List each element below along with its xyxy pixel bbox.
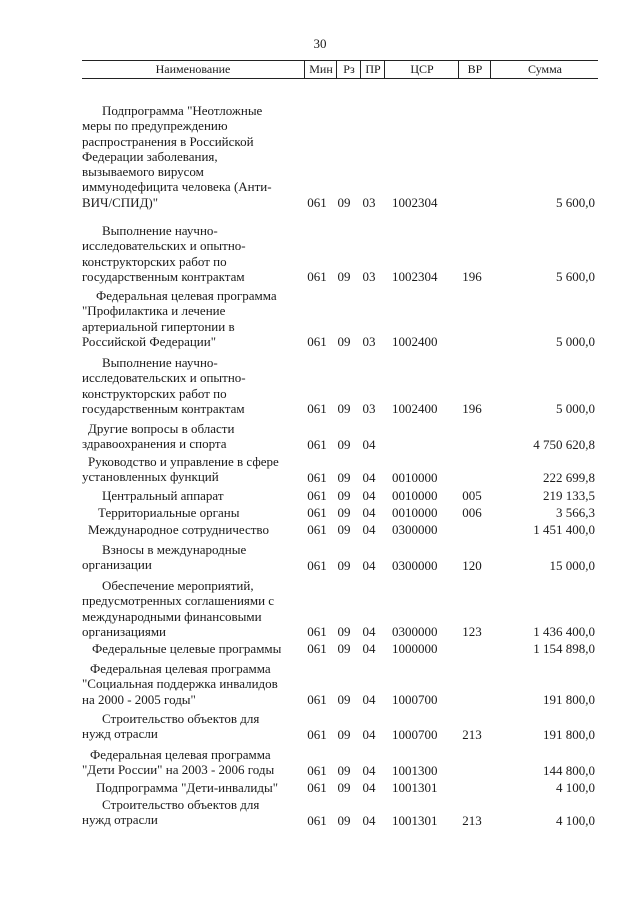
cell-csr: 0010000 xyxy=(392,488,438,504)
row-name-line: вызываемого вирусом xyxy=(82,164,204,180)
cell-rz: 09 xyxy=(337,401,351,417)
row-name-line: конструкторских работ по xyxy=(82,385,227,401)
table-row xyxy=(0,780,640,795)
row-name-line: Выполнение научно- xyxy=(102,355,218,370)
cell-min: 061 xyxy=(307,436,327,452)
row-name xyxy=(82,797,300,828)
cell-rz: 09 xyxy=(337,195,351,211)
row-name xyxy=(82,641,300,656)
row-name xyxy=(82,103,300,210)
cell-sum: 144 800,0 xyxy=(543,762,595,778)
cell-sum: 222 699,8 xyxy=(543,469,595,485)
row-name-line: ВИЧ/СПИД)" xyxy=(82,194,159,210)
cell-sum: 3 566,3 xyxy=(556,505,595,521)
cell-vr: 196 xyxy=(462,269,482,285)
cell-min: 061 xyxy=(307,641,327,657)
row-name-line: Обеспечение мероприятий, xyxy=(102,578,254,593)
table-row xyxy=(0,355,640,416)
cell-rz: 09 xyxy=(337,522,351,538)
header-sum: Сумма xyxy=(490,61,599,78)
cell-pr: 04 xyxy=(362,469,376,485)
cell-sum: 1 451 400,0 xyxy=(533,522,595,538)
cell-rz: 09 xyxy=(337,505,351,521)
cell-min: 061 xyxy=(307,488,327,504)
cell-rz: 09 xyxy=(337,624,351,640)
cell-min: 061 xyxy=(307,269,327,285)
row-name-line: государственным контрактам xyxy=(82,268,245,284)
row-name-line: предусмотренных соглашениями с xyxy=(82,593,275,609)
row-name-line: нужд отрасли xyxy=(82,726,158,742)
row-name xyxy=(82,223,300,284)
row-name-line: "Социальная поддержка инвалидов xyxy=(82,676,278,692)
cell-min: 061 xyxy=(307,334,327,350)
row-name-line: на 2000 - 2005 годы" xyxy=(82,691,196,707)
cell-vr: 213 xyxy=(462,726,482,742)
cell-min: 061 xyxy=(307,691,327,707)
cell-rz: 09 xyxy=(337,488,351,504)
cell-pr: 04 xyxy=(362,762,376,778)
cell-csr: 1002304 xyxy=(392,269,438,285)
cell-vr: 120 xyxy=(462,557,482,573)
cell-pr: 03 xyxy=(362,195,376,211)
cell-vr: 123 xyxy=(462,624,482,640)
cell-pr: 04 xyxy=(362,624,376,640)
cell-sum: 191 800,0 xyxy=(543,726,595,742)
table-row xyxy=(0,542,640,573)
row-name-line: Строительство объектов для xyxy=(102,711,260,726)
cell-sum: 4 750 620,8 xyxy=(533,436,595,452)
table-row xyxy=(0,711,640,742)
row-name xyxy=(82,661,300,707)
table-row xyxy=(0,661,640,707)
row-name xyxy=(82,780,300,795)
cell-sum: 4 100,0 xyxy=(556,780,595,796)
cell-csr: 1000000 xyxy=(392,641,438,657)
table-row xyxy=(0,288,640,349)
header-rz: Рз xyxy=(336,61,361,78)
row-name-line: Территориальные органы xyxy=(98,505,240,520)
cell-min: 061 xyxy=(307,195,327,211)
table-row xyxy=(0,421,640,452)
cell-csr: 1002304 xyxy=(392,195,438,211)
cell-min: 061 xyxy=(307,812,327,828)
cell-csr: 0300000 xyxy=(392,624,438,640)
row-name xyxy=(82,542,300,573)
row-name-line: Подпрограмма "Дети-инвалиды" xyxy=(96,780,279,795)
cell-vr: 005 xyxy=(462,488,482,504)
cell-sum: 4 100,0 xyxy=(556,812,595,828)
cell-rz: 09 xyxy=(337,780,351,796)
cell-sum: 1 436 400,0 xyxy=(533,624,595,640)
cell-rz: 09 xyxy=(337,812,351,828)
table-row xyxy=(0,747,640,778)
cell-pr: 03 xyxy=(362,334,376,350)
row-name xyxy=(82,578,300,639)
row-name xyxy=(82,522,300,537)
table-row xyxy=(0,488,640,503)
row-name-line: Российской Федерации" xyxy=(82,333,217,349)
cell-pr: 04 xyxy=(362,641,376,657)
cell-vr: 213 xyxy=(462,812,482,828)
row-name-line: Федерации заболевания, xyxy=(82,148,218,164)
cell-csr: 1001301 xyxy=(392,812,438,828)
row-name-line: Международное сотрудничество xyxy=(88,522,269,537)
table-row xyxy=(0,103,640,210)
row-name-line: Строительство объектов для xyxy=(102,797,260,812)
cell-pr: 04 xyxy=(362,557,376,573)
cell-min: 061 xyxy=(307,624,327,640)
cell-sum: 15 000,0 xyxy=(549,557,595,573)
row-name-line: организации xyxy=(82,557,152,573)
cell-csr: 1000700 xyxy=(392,691,438,707)
cell-csr: 1002400 xyxy=(392,401,438,417)
row-name xyxy=(82,454,300,485)
cell-csr: 1000700 xyxy=(392,726,438,742)
cell-pr: 04 xyxy=(362,780,376,796)
cell-sum: 5 000,0 xyxy=(556,334,595,350)
row-name xyxy=(82,355,300,416)
cell-min: 061 xyxy=(307,780,327,796)
header-csr: ЦСР xyxy=(384,61,459,78)
cell-rz: 09 xyxy=(337,691,351,707)
cell-min: 061 xyxy=(307,401,327,417)
row-name-line: Выполнение научно- xyxy=(102,223,218,238)
cell-min: 061 xyxy=(307,469,327,485)
row-name-line: исследовательских и опытно- xyxy=(82,238,246,254)
cell-pr: 04 xyxy=(362,726,376,742)
cell-pr: 04 xyxy=(362,812,376,828)
cell-rz: 09 xyxy=(337,726,351,742)
table-row xyxy=(0,454,640,485)
row-name xyxy=(82,747,300,778)
row-name-line: "Дети России" на 2003 - 2006 годы xyxy=(82,762,275,778)
row-name xyxy=(82,711,300,742)
row-name-line: установленных функций xyxy=(82,469,219,485)
row-name-line: распространения в Российской xyxy=(82,133,254,149)
cell-vr: 006 xyxy=(462,505,482,521)
cell-sum: 1 154 898,0 xyxy=(533,641,595,657)
row-name-line: "Профилактика и лечение xyxy=(82,303,226,319)
page-number: 30 xyxy=(313,36,327,51)
cell-min: 061 xyxy=(307,522,327,538)
cell-vr: 196 xyxy=(462,401,482,417)
cell-min: 061 xyxy=(307,505,327,521)
cell-pr: 04 xyxy=(362,436,376,452)
cell-pr: 04 xyxy=(362,488,376,504)
cell-rz: 09 xyxy=(337,269,351,285)
cell-rz: 09 xyxy=(337,334,351,350)
row-name-line: государственным контрактам xyxy=(82,400,245,416)
row-name xyxy=(82,288,300,349)
table-row xyxy=(0,505,640,520)
cell-sum: 5 000,0 xyxy=(556,401,595,417)
cell-sum: 5 600,0 xyxy=(556,195,595,211)
row-name-line: организациями xyxy=(82,623,166,639)
table-row xyxy=(0,578,640,639)
cell-min: 061 xyxy=(307,557,327,573)
table-row xyxy=(0,223,640,284)
cell-csr: 0300000 xyxy=(392,557,438,573)
cell-pr: 03 xyxy=(362,269,376,285)
row-name-line: меры по предупреждению xyxy=(82,118,228,134)
cell-pr: 04 xyxy=(362,522,376,538)
cell-sum: 191 800,0 xyxy=(543,691,595,707)
row-name xyxy=(82,421,300,452)
cell-csr: 1001301 xyxy=(392,780,438,796)
table-row xyxy=(0,641,640,656)
cell-sum: 219 133,5 xyxy=(543,488,595,504)
cell-csr: 1001300 xyxy=(392,762,438,778)
cell-rz: 09 xyxy=(337,641,351,657)
cell-min: 061 xyxy=(307,726,327,742)
header-vr: ВР xyxy=(458,61,491,78)
cell-min: 061 xyxy=(307,762,327,778)
row-name-line: иммунодефицита человека (Анти- xyxy=(82,179,272,195)
cell-pr: 04 xyxy=(362,505,376,521)
cell-csr: 0010000 xyxy=(392,469,438,485)
cell-sum: 5 600,0 xyxy=(556,269,595,285)
row-name-line: Федеральная целевая программа xyxy=(90,661,271,676)
row-name-line: Руководство и управление в сфере xyxy=(88,454,279,469)
cell-rz: 09 xyxy=(337,469,351,485)
row-name-line: Другие вопросы в области xyxy=(88,421,235,436)
cell-pr: 04 xyxy=(362,691,376,707)
row-name-line: нужд отрасли xyxy=(82,812,158,828)
row-name xyxy=(82,505,300,520)
row-name-line: Федеральные целевые программы xyxy=(92,641,282,656)
header-pr: ПР xyxy=(360,61,385,78)
cell-rz: 09 xyxy=(337,436,351,452)
row-name-line: исследовательских и опытно- xyxy=(82,370,246,386)
row-name-line: Федеральная целевая программа xyxy=(96,288,277,303)
row-name-line: Центральный аппарат xyxy=(102,488,224,503)
table-row xyxy=(0,522,640,537)
row-name-line: Федеральная целевая программа xyxy=(90,747,271,762)
row-name-line: здравоохранения и спорта xyxy=(82,436,227,452)
header-name: Наименование xyxy=(155,62,231,76)
row-name-line: конструкторских работ по xyxy=(82,253,227,269)
cell-csr: 0010000 xyxy=(392,505,438,521)
cell-csr: 1002400 xyxy=(392,334,438,350)
row-name-line: международными финансовыми xyxy=(82,608,262,624)
cell-pr: 03 xyxy=(362,401,376,417)
row-name-line: артериальной гипертонии в xyxy=(82,318,235,334)
table-row xyxy=(0,797,640,828)
header-min: Мин xyxy=(304,61,337,78)
cell-rz: 09 xyxy=(337,762,351,778)
cell-csr: 0300000 xyxy=(392,522,438,538)
row-name-line: Подпрограмма "Неотложные xyxy=(102,103,263,118)
row-name xyxy=(82,488,300,503)
cell-rz: 09 xyxy=(337,557,351,573)
row-name-line: Взносы в международные xyxy=(102,542,247,557)
